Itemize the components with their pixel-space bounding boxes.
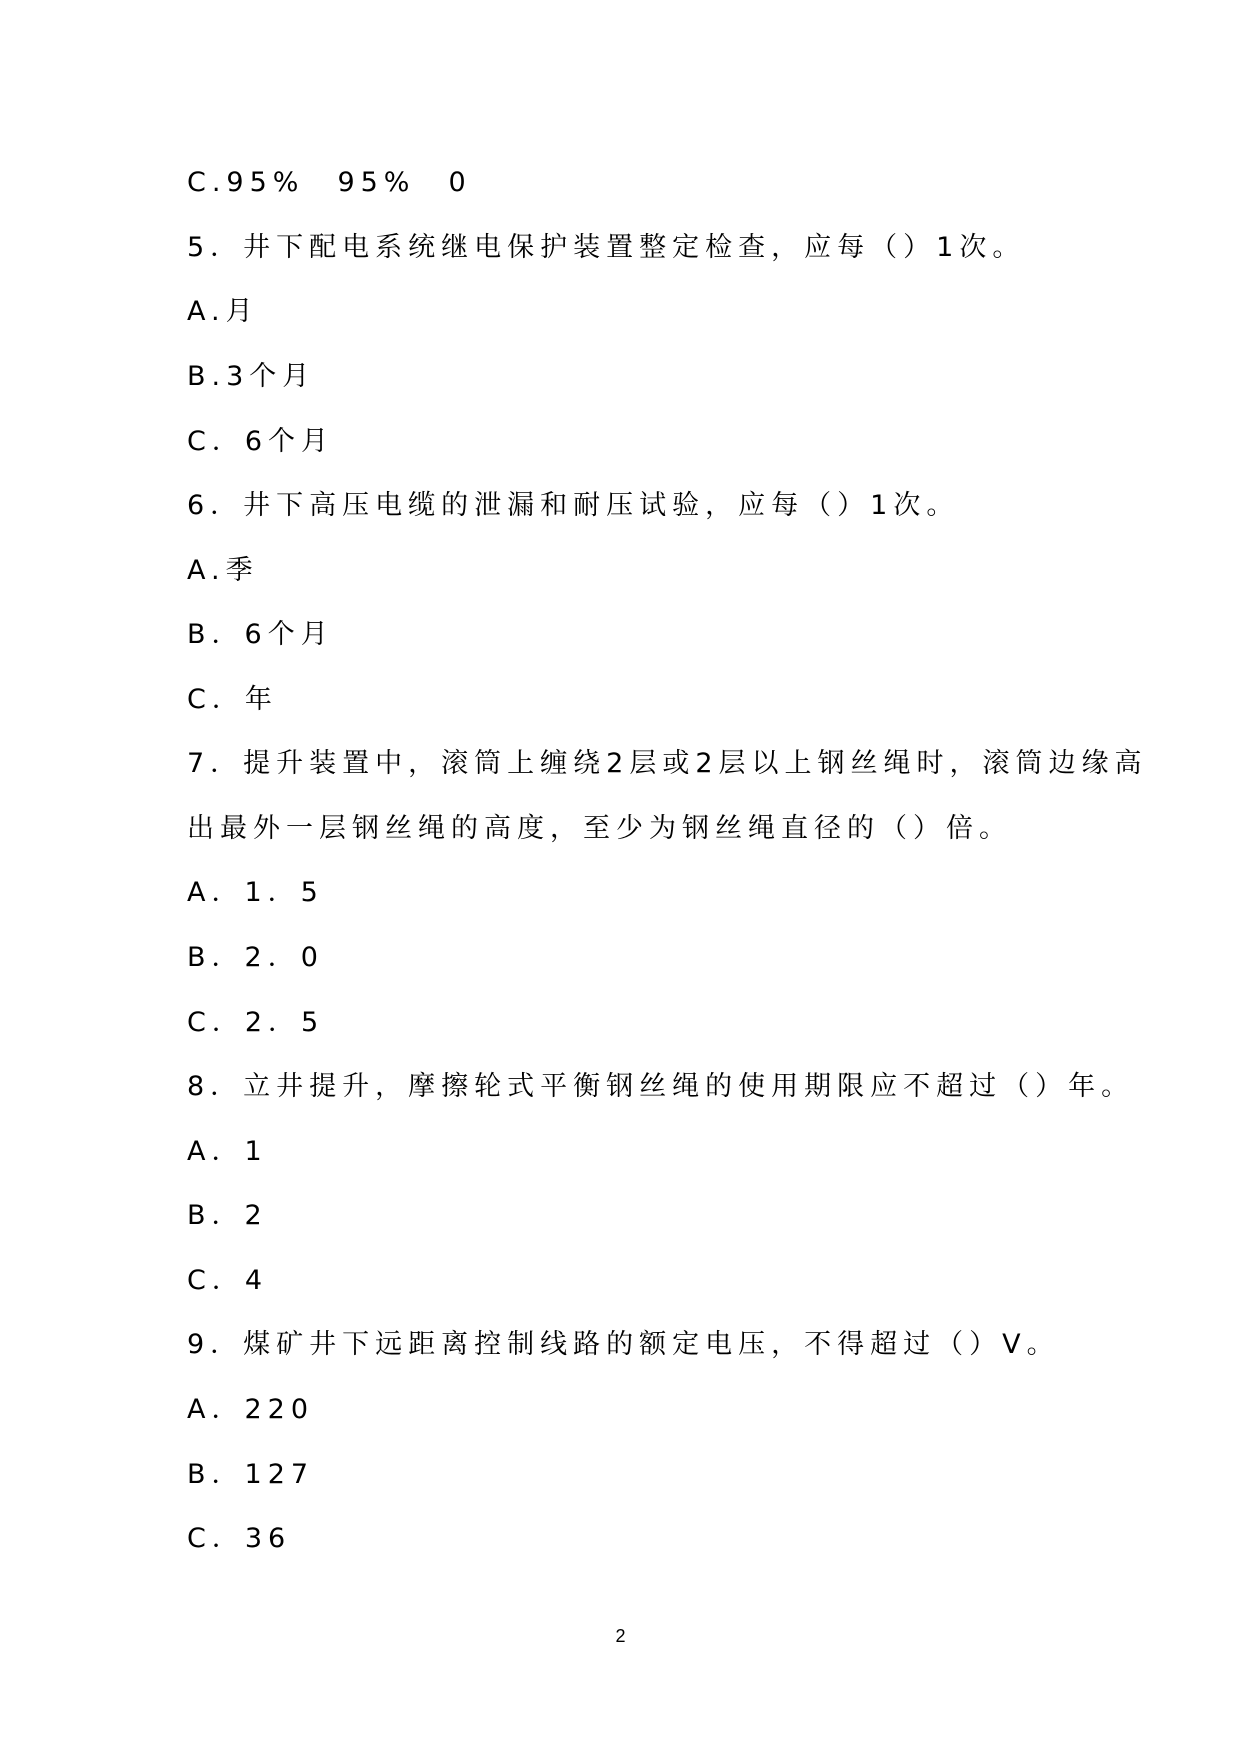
question-8: 8．立井提升，摩擦轮式平衡钢丝绳的使用期限应不超过（）年。 — [187, 1071, 1135, 1102]
option-4c: C.95% 95% 0 — [187, 167, 472, 198]
question-7-line-2: 出最外一层钢丝绳的高度，至少为钢丝绳直径的（）倍。 — [187, 813, 1012, 844]
option-5c: C．6个月 — [187, 426, 335, 457]
option-8a: A．1 — [187, 1136, 268, 1167]
option-7c: C．2．5 — [187, 1007, 325, 1038]
option-9a: A．220 — [187, 1394, 315, 1425]
question-6: 6．井下高压电缆的泄漏和耐压试验，应每（）1次。 — [187, 490, 960, 521]
question-9: 9．煤矿井下远距离控制线路的额定电压，不得超过（）V。 — [187, 1329, 1060, 1360]
option-6a: A.季 — [187, 555, 259, 586]
question-5: 5．井下配电系统继电保护装置整定检查，应每（）1次。 — [187, 232, 1026, 263]
option-5a: A.月 — [187, 296, 259, 327]
option-9b: B．127 — [187, 1459, 315, 1490]
page-number: 2 — [615, 1626, 626, 1646]
option-7a: A．1．5 — [187, 877, 324, 908]
option-7b: B．2．0 — [187, 942, 324, 973]
option-5b: B.3个月 — [187, 361, 316, 392]
question-7-line-1: 7．提升装置中，滚筒上缠绕2层或2层以上钢丝绳时，滚筒边缘高 — [187, 748, 1148, 779]
option-6c: C．年 — [187, 684, 278, 715]
option-6b: B．6个月 — [187, 619, 334, 650]
option-8b: B．2 — [187, 1200, 268, 1231]
option-8c: C．4 — [187, 1265, 269, 1296]
option-9c: C．36 — [187, 1523, 292, 1554]
